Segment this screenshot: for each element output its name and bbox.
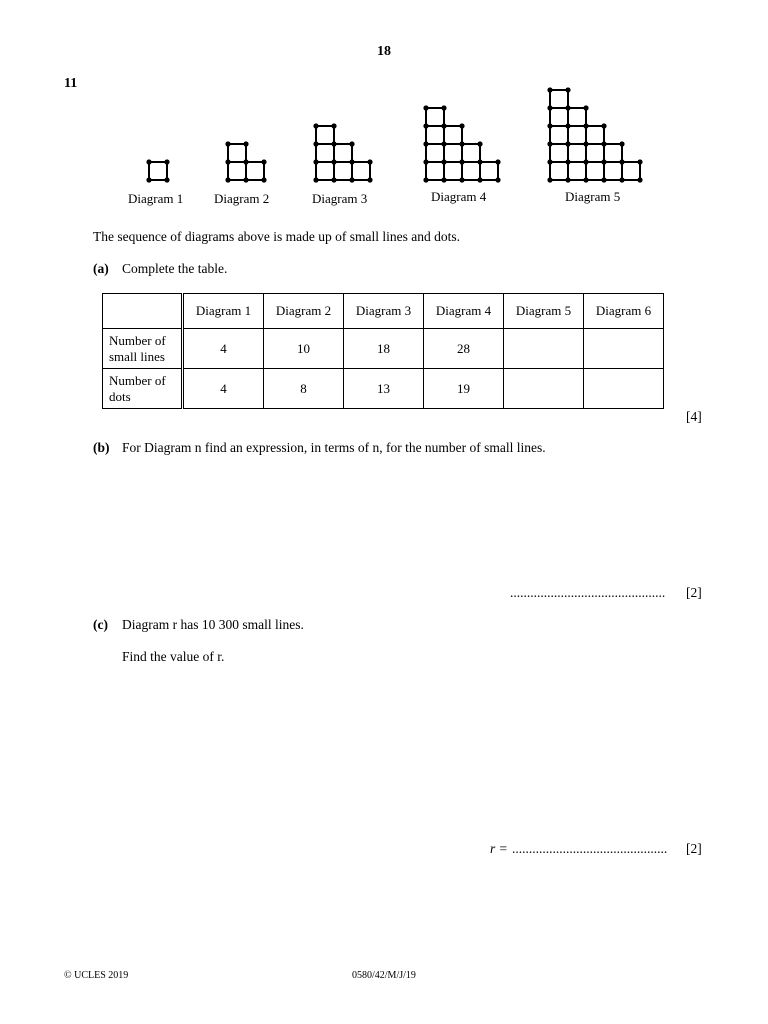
grid-dot (331, 141, 336, 146)
part-a-text: Complete the table. (122, 261, 228, 276)
question-number: 11 (64, 76, 78, 91)
grid-dot (313, 159, 318, 164)
grid-dot (583, 105, 588, 110)
grid-dot (583, 123, 588, 128)
grid-dot (164, 177, 169, 182)
grid-dot (349, 177, 354, 182)
grid-dot (349, 159, 354, 164)
grid-dot (619, 159, 624, 164)
grid-dot (225, 141, 230, 146)
grid-dot (441, 105, 446, 110)
grid-dot (601, 141, 606, 146)
grid-dot (477, 141, 482, 146)
grid-dot (619, 177, 624, 182)
grid-dot (459, 141, 464, 146)
grid-dot (313, 141, 318, 146)
grid-dot (367, 177, 372, 182)
grid-dot (547, 123, 552, 128)
grid-dot (349, 141, 354, 146)
grid-dot (583, 177, 588, 182)
answer-cell[interactable] (504, 329, 584, 369)
grid-dot (583, 141, 588, 146)
grid-dot (565, 123, 570, 128)
grid-dot (423, 159, 428, 164)
part-c-answer-prefix: r = (490, 841, 508, 856)
grid-dot (477, 177, 482, 182)
grid-dot (441, 159, 446, 164)
grid-dot (601, 159, 606, 164)
part-b-text: For Diagram n find an expression, in terms of n, for the number of small lines. (122, 440, 546, 455)
grid-dot (225, 177, 230, 182)
grid-dot (441, 177, 446, 182)
grid-dot (423, 105, 428, 110)
part-b-answer-line[interactable]: .............................................. (510, 585, 666, 600)
grid-dot (146, 177, 151, 182)
grid-dot (367, 159, 372, 164)
part-a-label: (a) (93, 261, 109, 276)
grid-dot (637, 177, 642, 182)
table-header-row (103, 294, 664, 329)
staircase-diagrams (146, 87, 642, 182)
grid-dot (261, 177, 266, 182)
page-number: 18 (377, 44, 391, 59)
grid-dot (459, 159, 464, 164)
part-c-label: (c) (93, 617, 108, 632)
footer-copyright: © UCLES 2019 (64, 970, 129, 981)
grid-dot (547, 177, 552, 182)
diagram-3-caption: Diagram 3 (312, 191, 368, 206)
answer-cell[interactable] (584, 329, 664, 369)
intro-text: The sequence of diagrams above is made up of small lines and dots. (93, 229, 461, 244)
answer-cell[interactable] (584, 369, 664, 409)
part-c-subtext: Find the value of r. (122, 649, 225, 664)
table-cell: 10 (264, 329, 344, 369)
grid-dot (601, 177, 606, 182)
grid-dot (495, 159, 500, 164)
table-header-cell: Diagram 6 (584, 294, 664, 329)
grid-dot (637, 159, 642, 164)
grid-dot (459, 123, 464, 128)
row-label-dots: Number of dots (103, 369, 183, 409)
grid-dot (565, 105, 570, 110)
grid-dot (441, 123, 446, 128)
grid-dot (619, 141, 624, 146)
part-c-marks: [2] (686, 841, 702, 856)
table-cell: 28 (424, 329, 504, 369)
grid-dot (495, 177, 500, 182)
grid-dot (423, 141, 428, 146)
grid-dot (547, 87, 552, 92)
grid-dot (547, 105, 552, 110)
diagram-sequence (0, 0, 768, 220)
grid-dot (565, 159, 570, 164)
table-cell: 13 (344, 369, 424, 409)
table-header-cell: Diagram 1 (183, 294, 264, 329)
grid-dot (331, 123, 336, 128)
table-cell: 8 (264, 369, 344, 409)
diagram-4-caption: Diagram 4 (431, 189, 487, 204)
grid-dot (331, 159, 336, 164)
grid-dot (423, 177, 428, 182)
grid-dot (565, 141, 570, 146)
grid-dot (459, 177, 464, 182)
grid-dot (313, 123, 318, 128)
table-row (103, 329, 664, 369)
table-header-cell: Diagram 4 (424, 294, 504, 329)
part-c-answer-line[interactable]: .............................................. (512, 841, 668, 856)
part-c-text: Diagram r has 10 300 small lines. (122, 617, 304, 632)
grid-dot (441, 141, 446, 146)
grid-dot (243, 141, 248, 146)
diagram-1-caption: Diagram 1 (128, 191, 184, 206)
grid-dot (243, 177, 248, 182)
table-header-cell (103, 294, 183, 329)
grid-dot (477, 159, 482, 164)
part-a-marks: [4] (686, 409, 702, 424)
grid-dot (547, 159, 552, 164)
table-header-cell: Diagram 5 (504, 294, 584, 329)
grid-dot (547, 141, 552, 146)
table-row (103, 369, 664, 409)
answer-cell[interactable] (504, 369, 584, 409)
grid-dot (313, 177, 318, 182)
part-b-label: (b) (93, 440, 110, 455)
table-header-cell: Diagram 2 (264, 294, 344, 329)
table-header-cell: Diagram 3 (344, 294, 424, 329)
table-cell: 18 (344, 329, 424, 369)
grid-dot (261, 159, 266, 164)
diagram-5-caption: Diagram 5 (565, 189, 621, 204)
grid-dot (565, 177, 570, 182)
table-cell: 4 (183, 369, 264, 409)
grid-dot (225, 159, 230, 164)
table-cell: 19 (424, 369, 504, 409)
grid-dot (331, 177, 336, 182)
part-b-marks: [2] (686, 585, 702, 600)
row-label-small-lines: Number of small lines (103, 329, 183, 369)
grid-dot (164, 159, 169, 164)
grid-dot (601, 123, 606, 128)
grid-dot (243, 159, 248, 164)
grid-dot (565, 87, 570, 92)
footer-code: 0580/42/M/J/19 (352, 970, 416, 981)
grid-dot (146, 159, 151, 164)
table-cell: 4 (183, 329, 264, 369)
sequence-table (102, 293, 664, 409)
grid-dot (583, 159, 588, 164)
diagram-2-caption: Diagram 2 (214, 191, 270, 206)
grid-dot (423, 123, 428, 128)
